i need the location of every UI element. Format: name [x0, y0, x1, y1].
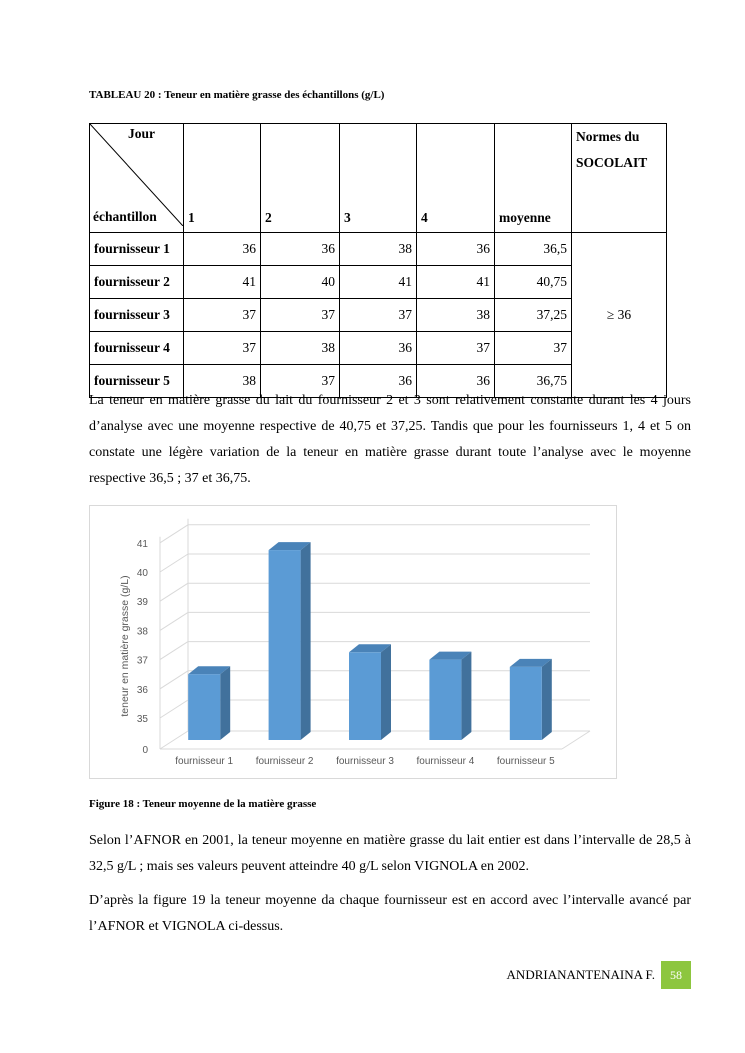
row-label: fournisseur 3: [90, 299, 184, 332]
y-tick-label: 41: [136, 538, 148, 550]
page-number: 58: [661, 961, 691, 989]
gridline-side: [160, 671, 188, 689]
y-axis-label: teneur en matière grasse (g/L): [119, 575, 131, 717]
row-label: fournisseur 1: [90, 233, 184, 266]
table-cell: 37: [184, 299, 261, 332]
bar: [269, 550, 301, 740]
y-tick-label: 38: [136, 626, 148, 638]
table-caption: TABLEAU 20 : Teneur en matière grasse des échantillons (g/L): [89, 89, 385, 101]
gridline-side: [160, 583, 188, 601]
paragraph-analysis: La teneur en matière grasse du lait du fournisseur 2 et 3 sont relativement constante durant les 4 jours d’analyse avec une moyenne respective de 40,75 et 37,25. Tandis que pour les fournisseurs 1, 4 et 5 on constate une légère variation de la teneur en matière grasse durant toute l’analyse avec le moyenne respective 36,5 ; 37 et 36,75.: [89, 393, 691, 486]
footer-author: ANDRIANANTENAINA F.: [506, 967, 655, 982]
gridline-side: [160, 642, 188, 660]
gridline-side: [160, 731, 188, 749]
x-tick-label: fournisseur 2: [255, 756, 314, 767]
table-cell: 38: [417, 299, 495, 332]
table-row: [90, 233, 667, 266]
gridline-side: [160, 525, 188, 543]
table-cell-mean: 36,5: [495, 233, 572, 266]
fat-content-table: [89, 123, 667, 398]
table-cell: 37: [340, 299, 417, 332]
y-tick-label: 37: [136, 655, 148, 667]
table-cell: 41: [340, 266, 417, 299]
bar-side: [542, 659, 552, 740]
bar: [188, 674, 220, 740]
table-cell: 37: [184, 332, 261, 365]
y-tick-label: 40: [136, 568, 148, 579]
bar-side: [301, 542, 311, 740]
row-label: fournisseur 4: [90, 332, 184, 365]
bar: [429, 660, 461, 740]
day-header-4: 4: [417, 124, 495, 233]
table-cell: 36: [417, 233, 495, 266]
figure-caption: Figure 18 : Teneur moyenne de la matière grasse: [89, 798, 317, 810]
table-cell-mean: 37,25: [495, 299, 572, 332]
table-cell: 37: [261, 299, 340, 332]
norm-header: [572, 124, 667, 233]
x-tick-label: fournisseur 5: [496, 756, 555, 767]
table-cell: 36: [261, 233, 340, 266]
day-header-1: 1: [184, 124, 261, 233]
bar: [349, 652, 381, 740]
day-header-2: 2: [261, 124, 340, 233]
table-cell-mean: 36,75: [495, 365, 572, 398]
table-cell: 36: [340, 365, 417, 398]
table-cell-mean: 37: [495, 332, 572, 365]
bar-side: [381, 644, 391, 740]
table-cell: 38: [261, 332, 340, 365]
table-header-row: [90, 124, 667, 233]
table-cell: 36: [417, 365, 495, 398]
gridline-side: [160, 700, 188, 718]
table-cell: 38: [340, 233, 417, 266]
table-cell: 37: [417, 332, 495, 365]
gridline-side: [160, 554, 188, 572]
table-cell-mean: 40,75: [495, 266, 572, 299]
table-cell: 37: [261, 365, 340, 398]
fat-content-chart: [89, 505, 617, 779]
y-tick-label: 0: [142, 745, 148, 756]
x-tick-label: fournisseur 1: [175, 756, 234, 767]
table-cell: 41: [184, 266, 261, 299]
table-cell: 41: [417, 266, 495, 299]
chart-svg: [90, 506, 616, 778]
x-tick-label: fournisseur 4: [416, 756, 475, 767]
y-tick-label: 36: [136, 684, 148, 696]
table-cell: 38: [184, 365, 261, 398]
corner-jour-label: Jour: [128, 126, 155, 141]
row-label: fournisseur 2: [90, 266, 184, 299]
bar-side: [461, 652, 471, 740]
row-label: fournisseur 5: [90, 365, 184, 398]
table-cell: 36: [184, 233, 261, 266]
table-cell: 36: [340, 332, 417, 365]
gridline-side: [160, 612, 188, 630]
corner-echantillon-label: échantillon: [93, 209, 157, 224]
bar-side: [220, 666, 230, 740]
norm-value: ≥ 36: [572, 233, 667, 398]
floor-right-edge: [562, 731, 590, 749]
x-tick-label: fournisseur 3: [336, 756, 394, 767]
mean-header: moyenne: [495, 124, 572, 233]
norm-header-line2: SOCOLAIT: [576, 155, 648, 170]
paragraph-conclusion: D’après la figure 19 la teneur moyenne da chaque fournisseur est en accord avec l’intervalle avancé par l’AFNOR et VIGNOLA ci-dessus.: [89, 893, 691, 934]
paragraph-afnor: Selon l’AFNOR en 2001, la teneur moyenne en matière grasse du lait entier est dans l’intervalle de 28,5 à 32,5 g/L ; mais ses valeurs peuvent atteindre 40 g/L selon VIGNOLA en 2002.: [89, 833, 691, 874]
corner-header-cell: [90, 124, 184, 233]
y-tick-label: 35: [136, 714, 148, 725]
bar: [510, 667, 542, 740]
table-cell: 40: [261, 266, 340, 299]
y-tick-label: 39: [136, 597, 148, 609]
day-header-3: 3: [340, 124, 417, 233]
norm-header-line1: Normes du: [576, 129, 640, 144]
